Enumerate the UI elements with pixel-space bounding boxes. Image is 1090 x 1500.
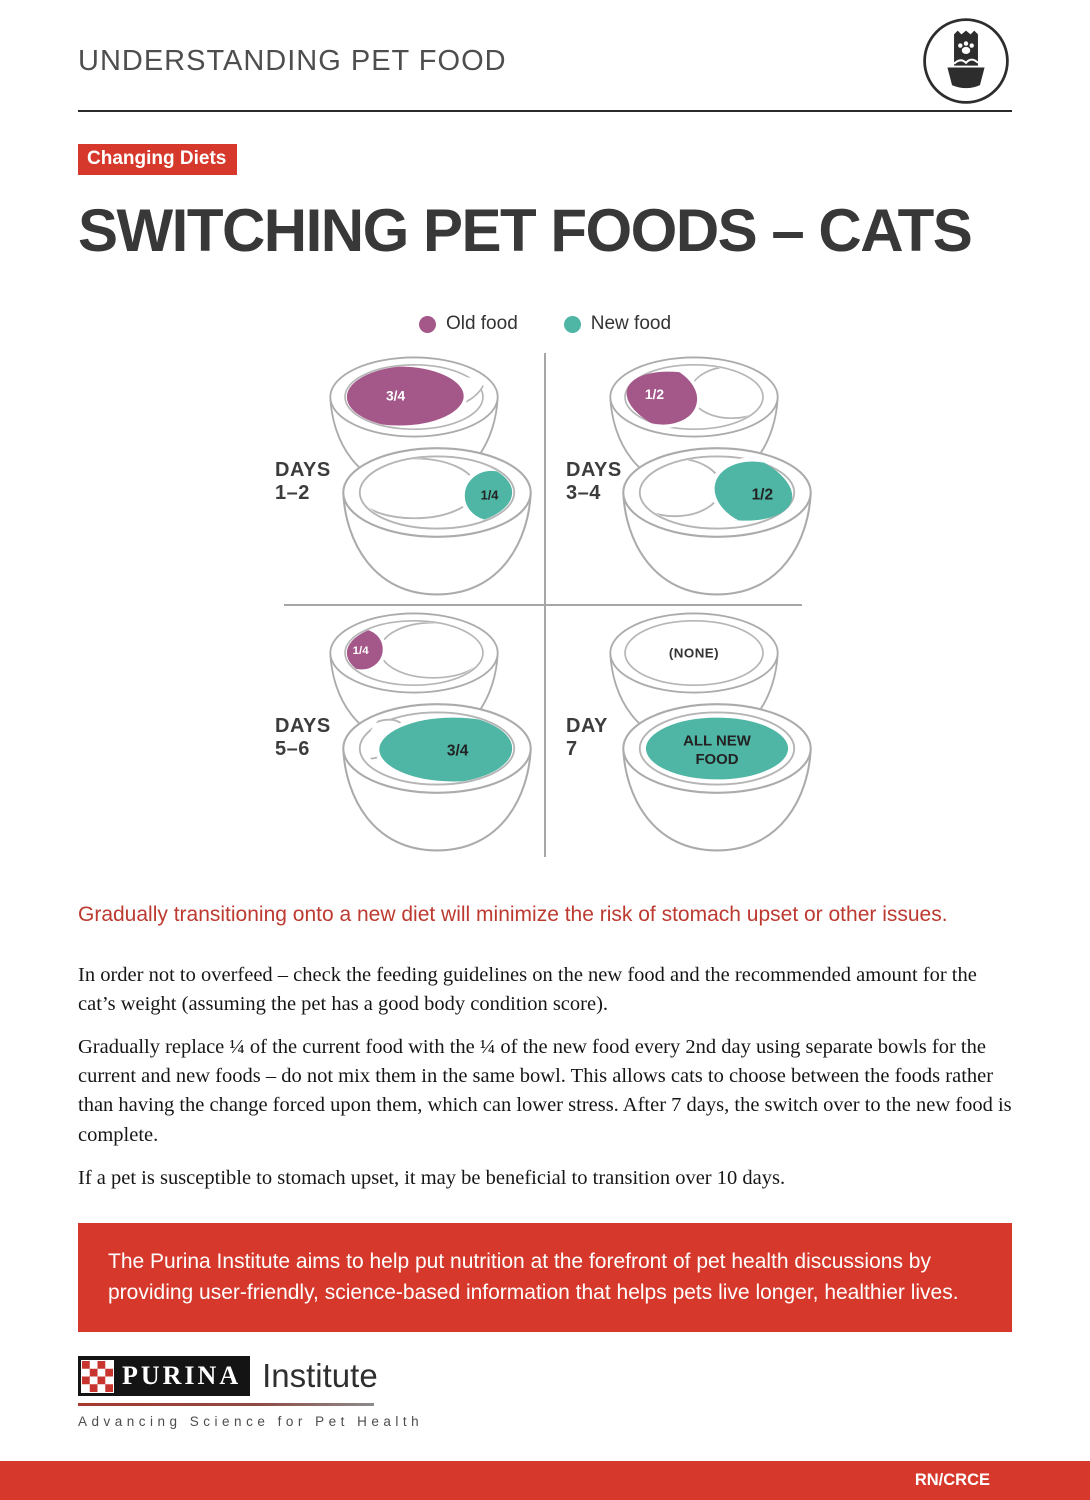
header xyxy=(78,0,1012,106)
pet-food-icon xyxy=(920,15,1012,107)
bowl-pair xyxy=(596,607,836,859)
portion-label: 1/4 xyxy=(480,487,499,503)
new-food-bowl-full xyxy=(614,697,820,862)
portion-label-none: (NONE) xyxy=(668,645,720,661)
footer-logo xyxy=(78,1356,423,1429)
portion-label: 1/4 xyxy=(352,644,369,657)
legend-label-old: Old food xyxy=(445,313,518,334)
quadrant-days-5-6 xyxy=(78,605,544,861)
portion-label: 1/2 xyxy=(644,386,665,402)
section-badge: Changing Diets xyxy=(78,144,237,175)
quadrant-label: DAYS 3–4 xyxy=(566,459,622,504)
new-food-bowl xyxy=(334,441,540,606)
legend-item-new-food xyxy=(564,313,671,335)
legend xyxy=(78,313,1012,335)
paragraph-3: If a pet is susceptible to stomach upset, it may be beneficial to transition over 10 days. xyxy=(78,1166,786,1189)
transition-diagram xyxy=(78,349,1012,861)
purina-checkerboard-icon xyxy=(81,1360,114,1393)
institute-wordmark: Institute xyxy=(262,1357,378,1394)
quadrant-days-3-4 xyxy=(546,349,1012,605)
legend-item-old-food xyxy=(419,313,518,335)
old-food-dot-icon xyxy=(419,316,436,333)
quadrant-days-1-2 xyxy=(78,349,544,605)
mission-banner: The Purina Institute aims to help put nutrition at the forefront of pet health discussions by providing user-friendly, science-based information that helps pets live longer, healthier lives. xyxy=(78,1223,1012,1332)
new-food-bowl xyxy=(334,697,540,862)
portion-label-line1: ALL NEW xyxy=(683,732,751,750)
quadrant-label: DAYS 5–6 xyxy=(275,715,331,760)
quadrant-label: DAY 7 xyxy=(566,715,608,760)
page-title: SWITCHING PET FOODS – CATS xyxy=(78,197,972,264)
logo-rule xyxy=(78,1403,374,1406)
new-food-bowl xyxy=(614,441,820,606)
new-food-dot-icon xyxy=(564,316,581,333)
paragraph-1: In order not to overfeed – check the feeding guidelines on the new food and the recommended amount for the cat’s weight (assuming the pet has a good body condition score). xyxy=(78,964,977,1016)
callout-text: Gradually transitioning onto a new diet will minimize the risk of stomach upset or other issues. xyxy=(78,903,948,926)
document-code: RN/CRCE xyxy=(914,1471,990,1489)
bowl-pair xyxy=(316,607,556,859)
quadrant-day-7 xyxy=(546,605,1012,861)
quadrant-label: DAYS 1–2 xyxy=(275,459,331,504)
portion-label-line2: FOOD xyxy=(695,750,739,768)
portion-label: 1/2 xyxy=(751,486,774,504)
footer-code-bar xyxy=(0,1461,1090,1500)
portion-label: 3/4 xyxy=(386,388,406,404)
logo-tagline: Advancing Science for Pet Health xyxy=(78,1413,424,1429)
purina-wordmark: PURINA xyxy=(122,1361,242,1390)
bowl-pair xyxy=(316,351,556,603)
document-series-title: UNDERSTANDING PET FOOD xyxy=(78,44,507,77)
purina-logo xyxy=(78,1356,250,1396)
paragraph-2: Gradually replace ¼ of the current food with the ¼ of the new food every 2nd day using separate bowls for the current and new foods – do not mix them in the same bowl. This allows cats to choose between the foods rather than having the change forced upon them, which can lower stress. After 7 days, the switch over to the new food is complete. xyxy=(78,1036,1012,1146)
portion-label: 3/4 xyxy=(446,742,469,760)
bowl-pair xyxy=(596,351,836,603)
body-copy xyxy=(78,961,1012,1193)
legend-label-new: New food xyxy=(590,313,672,334)
